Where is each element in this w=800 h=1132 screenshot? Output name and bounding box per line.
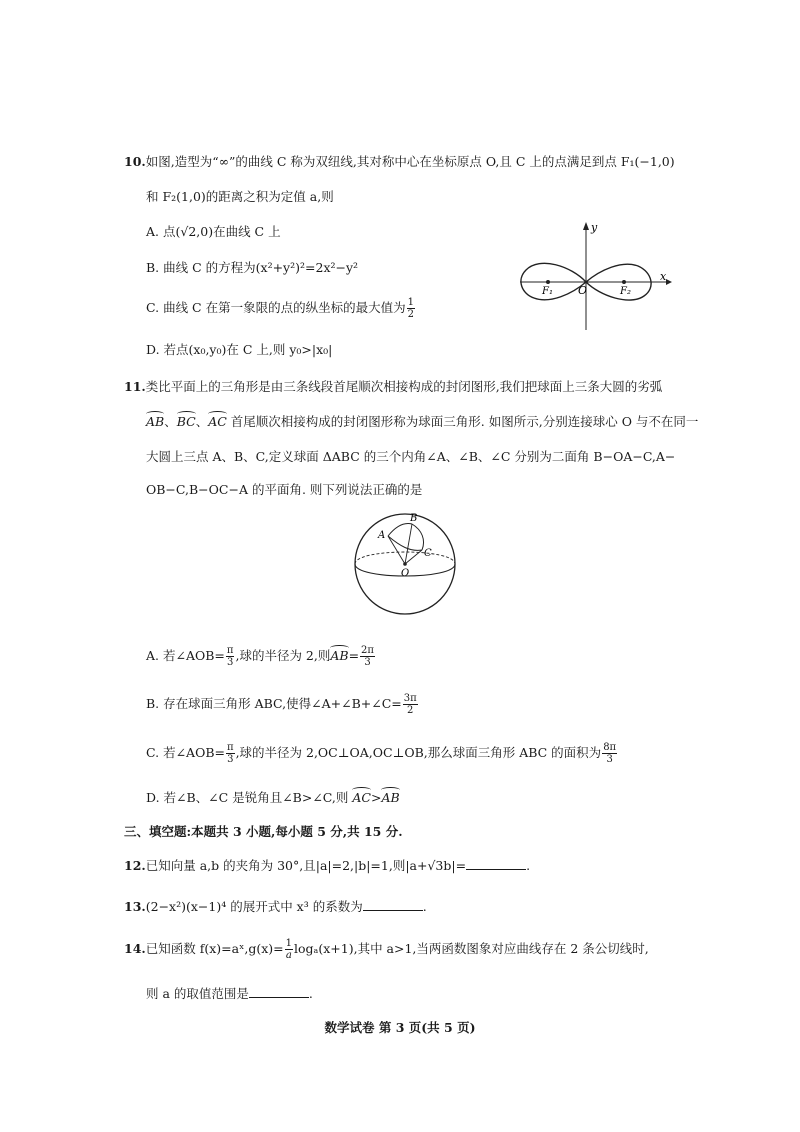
segment-ob — [405, 524, 412, 564]
q11-option-a-mid: ,球的半径为 2,则 — [235, 648, 331, 663]
y-axis-arrow — [583, 222, 589, 230]
greater-than-sign: > — [370, 790, 382, 805]
fraction-denominator: 3 — [606, 754, 613, 765]
q10-option-d: D. 若点(x₀,y₀)在 C 上,则 y₀>|x₀| — [146, 342, 333, 357]
x-axis-arrow — [666, 279, 672, 285]
x-axis-label: x — [660, 270, 667, 283]
q10-stem-text1: 如图,造型为“∞”的曲线 C 称为双纽线,其对称中心在坐标原点 O,且 C 上的点满足到点 F₁(−1,0) — [145, 154, 675, 169]
fraction-numerator: 1 — [285, 938, 293, 949]
lemniscate-figure — [516, 218, 676, 336]
arc-ab: AB — [330, 648, 349, 663]
q10-option-a: A. 点(√2,0)在曲线 C 上 — [146, 224, 281, 239]
point-a-label: A — [378, 530, 386, 541]
q10-option-b: B. 曲线 C 的方程为(x²+y²)²=2x²−y² — [146, 260, 359, 275]
q11-option-a-fraction2 — [360, 645, 375, 668]
page-footer: 数学试卷 第 3 页(共 5 页) — [324, 1020, 476, 1035]
q14-text-line2: 则 a 的取值范围是 — [146, 986, 249, 1001]
fraction-denominator: 3 — [364, 657, 371, 668]
arc-ac: AC — [352, 790, 371, 805]
q11-option-b — [146, 693, 419, 716]
equals-sign: = — [348, 648, 360, 663]
fraction-denominator: a — [285, 950, 292, 961]
spherical-arc-bc — [412, 524, 424, 550]
fraction-numerator: 2π — [361, 645, 374, 656]
arc-ab: AB — [381, 790, 400, 805]
q14-answer-blank — [249, 985, 309, 998]
q12-text: 已知向量 a,b 的夹角为 30°,且|a|=2,|b|=1,则|a+√3b|= — [145, 858, 467, 873]
q11-stem-line4: OB−C,B−OC−A 的平面角. 则下列说法正确的是 — [146, 482, 423, 497]
point-o-label: O — [401, 568, 410, 579]
q10-stem-line1 — [124, 152, 675, 170]
q13-end: . — [422, 899, 427, 914]
q13-text: (2−x²)(x−1)⁴ 的展开式中 x³ 的系数为 — [145, 899, 363, 914]
q13-line — [124, 897, 427, 915]
q11-option-b-pre: B. 存在球面三角形 ABC,使得∠A+∠B+∠C= — [146, 696, 402, 711]
fraction-numerator: π — [226, 742, 234, 753]
q14-number: 14. — [124, 941, 146, 956]
arc-bc: BC — [176, 414, 196, 429]
section-3-heading: 三、填空题:本题共 3 小题,每小题 5 分,共 15 分. — [124, 824, 403, 839]
q11-stem-text1: 类比平面上的三角形是由三条线段首尾顺次相接构成的封闭图形,我们把球面上三条大圆的劣弧 — [145, 379, 663, 394]
point-c-label: C — [424, 548, 432, 559]
q11-stem-line2: AB、BC、AC 首尾顺次相接构成的封闭图形称为球面三角形. 如图所示,分别连接球心 O 与不在同一 — [146, 414, 699, 429]
q10-stem-line2: 和 F₂(1,0)的距离之积为定值 a,则 — [146, 189, 334, 204]
q11-option-a-fraction1 — [226, 645, 235, 668]
y-axis-label: y — [591, 221, 598, 234]
origin-label: O — [578, 284, 588, 297]
fraction-numerator: 1 — [407, 297, 414, 308]
q12-end: . — [526, 858, 531, 873]
spherical-arc-ac — [388, 536, 422, 550]
q10-option-c-fraction — [407, 297, 415, 320]
q13-number: 13. — [124, 899, 146, 914]
q12-answer-blank — [466, 857, 526, 870]
q10-option-c — [146, 297, 416, 320]
q10-option-c-text: C. 曲线 C 在第一象限的点的纵坐标的最大值为 — [146, 300, 406, 315]
q11-option-c-fraction2 — [602, 742, 617, 765]
q11-option-d-pre: D. 若∠B、∠C 是锐角且∠B>∠C,则 — [146, 790, 353, 805]
fraction-numerator: π — [226, 645, 234, 656]
focus-f2-label: F₂ — [620, 286, 631, 297]
point-b-label: B — [410, 513, 418, 524]
q11-number: 11. — [124, 379, 146, 394]
q13-answer-blank — [363, 898, 423, 911]
q11-stem-line3: 大圆上三点 A、B、C,定义球面 ΔABC 的三个内角∠A、∠B、∠C 分别为二面角 B−OA−C,A− — [146, 449, 676, 464]
q11-option-b-fraction — [403, 693, 418, 716]
fraction-denominator: 3 — [226, 657, 234, 668]
q11-option-a-pre: A. 若∠AOB= — [146, 648, 225, 663]
q11-option-c-fraction1 — [226, 742, 235, 765]
focus-f1-point — [546, 280, 550, 284]
q14-line2 — [146, 984, 313, 1002]
q11-option-a — [146, 645, 376, 668]
q14-text-pre: 已知函数 f(x)=aˣ,g(x)= — [145, 941, 284, 956]
fraction-denominator: 2 — [407, 309, 414, 320]
q12-number: 12. — [124, 858, 146, 873]
focus-f1-label: F₁ — [542, 286, 553, 297]
q11-option-d — [146, 788, 400, 806]
q11-stem-line1 — [124, 377, 662, 395]
q14-end: . — [308, 986, 313, 1001]
q11-option-c-pre: C. 若∠AOB= — [146, 745, 225, 760]
sphere-figure — [350, 508, 460, 620]
fraction-denominator: 2 — [407, 705, 414, 716]
focus-f2-point — [622, 280, 626, 284]
arc-ac: AC — [208, 414, 227, 429]
fraction-numerator: 3π — [403, 693, 417, 704]
q11-option-c — [146, 742, 618, 765]
fraction-denominator: 3 — [227, 754, 234, 765]
sphere-center-point — [403, 562, 407, 566]
arc-ab: AB — [146, 414, 165, 429]
segment-oa — [388, 536, 405, 564]
spherical-arc-ab — [388, 524, 412, 537]
q10-number: 10. — [124, 154, 146, 169]
q14-fraction — [285, 938, 293, 961]
q14-line1 — [124, 938, 649, 961]
fraction-numerator: 8π — [603, 742, 617, 753]
q11-option-c-mid: ,球的半径为 2,OC⊥OA,OC⊥OB,那么球面三角形 ABC 的面积为 — [235, 745, 602, 760]
q12-line — [124, 856, 530, 874]
q11-stem-text2: 首尾顺次相接构成的封闭图形称为球面三角形. 如图所示,分别连接球心 O 与不在同一 — [226, 414, 699, 429]
q14-text-post: logₐ(x+1),其中 a>1,当两函数图象对应曲线存在 2 条公切线时, — [294, 941, 649, 956]
